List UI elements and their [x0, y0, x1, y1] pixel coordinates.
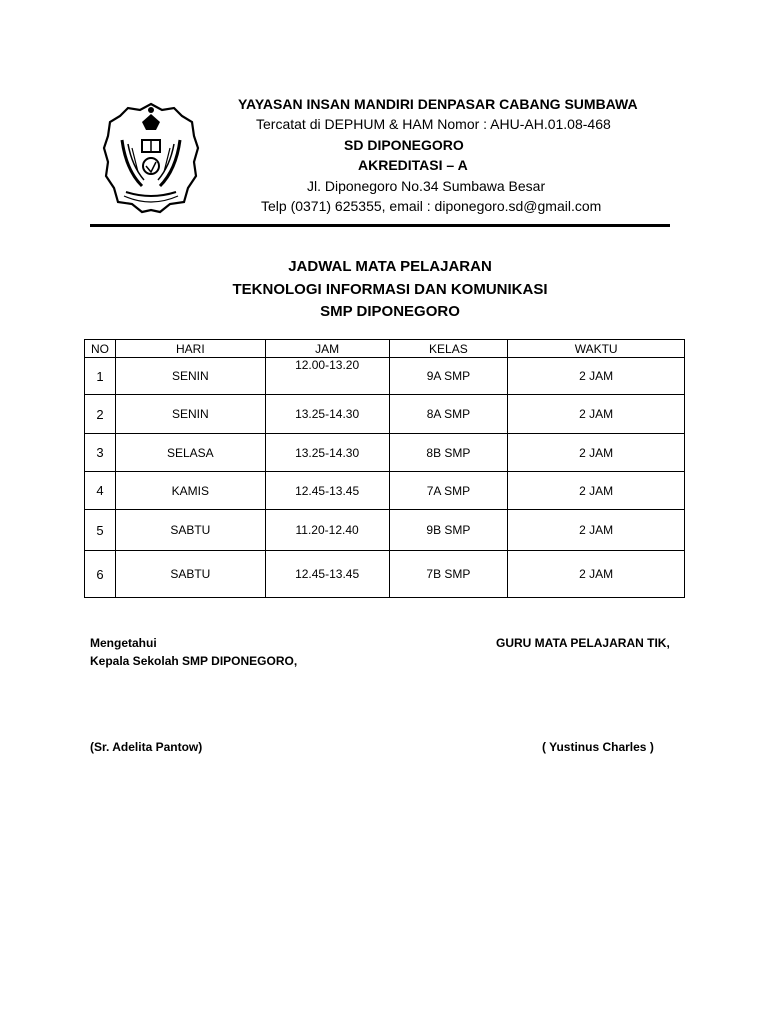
letterhead-divider	[90, 224, 670, 227]
cell-waktu: 2 JAM	[508, 395, 685, 434]
cell-waktu: 2 JAM	[508, 472, 685, 510]
foundation-name: YAYASAN INSAN MANDIRI DENPASAR CABANG SUMBAWA	[238, 96, 638, 112]
signature-right-line1: GURU MATA PELAJARAN TIK,	[496, 636, 670, 650]
schedule-table	[84, 339, 685, 598]
registration-number: Tercatat di DEPHUM & HAM Nomor : AHU-AH.01.08-468	[256, 116, 611, 132]
signature-left-name: (Sr. Adelita Pantow)	[90, 740, 203, 754]
cell-jam: 12.00-13.20	[265, 358, 389, 395]
header-waktu: WAKTU	[508, 340, 685, 358]
cell-kelas: 9B SMP	[389, 510, 508, 551]
header-jam: JAM	[265, 340, 389, 358]
cell-waktu: 2 JAM	[508, 434, 685, 472]
cell-no: 4	[85, 472, 116, 510]
cell-no: 6	[85, 551, 116, 598]
cell-kelas: 8B SMP	[389, 434, 508, 472]
cell-hari: SABTU	[115, 510, 265, 551]
school-emblem-icon	[102, 100, 200, 216]
cell-jam: 12.45-13.45	[265, 551, 389, 598]
header-hari: HARI	[115, 340, 265, 358]
cell-hari: SENIN	[115, 395, 265, 434]
signature-left-line1: Mengetahui	[90, 636, 157, 650]
cell-waktu: 2 JAM	[508, 510, 685, 551]
school-name: SD DIPONEGORO	[344, 137, 464, 153]
header-kelas: KELAS	[389, 340, 508, 358]
table-row	[85, 358, 685, 395]
cell-jam: 11.20-12.40	[265, 510, 389, 551]
accreditation: AKREDITASI – A	[358, 157, 468, 173]
table-row	[85, 434, 685, 472]
cell-no: 2	[85, 395, 116, 434]
contact-info: Telp (0371) 625355, email : diponegoro.sd@gmail.com	[261, 198, 602, 214]
cell-jam: 13.25-14.30	[265, 434, 389, 472]
cell-no: 1	[85, 358, 116, 395]
table-row	[85, 472, 685, 510]
cell-kelas: 9A SMP	[389, 358, 508, 395]
doc-title-line1: JADWAL MATA PELAJARAN	[288, 258, 492, 275]
cell-no: 3	[85, 434, 116, 472]
table-row	[85, 395, 685, 434]
cell-jam: 12.45-13.45	[265, 472, 389, 510]
header-no: NO	[85, 340, 116, 358]
cell-jam: 13.25-14.30	[265, 395, 389, 434]
cell-hari: SABTU	[115, 551, 265, 598]
address: Jl. Diponegoro No.34 Sumbawa Besar	[307, 178, 546, 194]
signature-left-line2: Kepala Sekolah SMP DIPONEGORO,	[90, 654, 298, 668]
cell-hari: KAMIS	[115, 472, 265, 510]
signature-right-name: ( Yustinus Charles )	[542, 740, 654, 754]
cell-waktu: 2 JAM	[508, 551, 685, 598]
doc-title-line3: SMP DIPONEGORO	[320, 303, 460, 320]
cell-waktu: 2 JAM	[508, 358, 685, 395]
table-header-row	[85, 340, 685, 358]
cell-kelas: 7B SMP	[389, 551, 508, 598]
cell-no: 5	[85, 510, 116, 551]
cell-kelas: 7A SMP	[389, 472, 508, 510]
cell-kelas: 8A SMP	[389, 395, 508, 434]
doc-title-line2: TEKNOLOGI INFORMASI DAN KOMUNIKASI	[232, 281, 548, 298]
table-row	[85, 510, 685, 551]
cell-hari: SENIN	[115, 358, 265, 395]
cell-hari: SELASA	[115, 434, 265, 472]
table-row	[85, 551, 685, 598]
